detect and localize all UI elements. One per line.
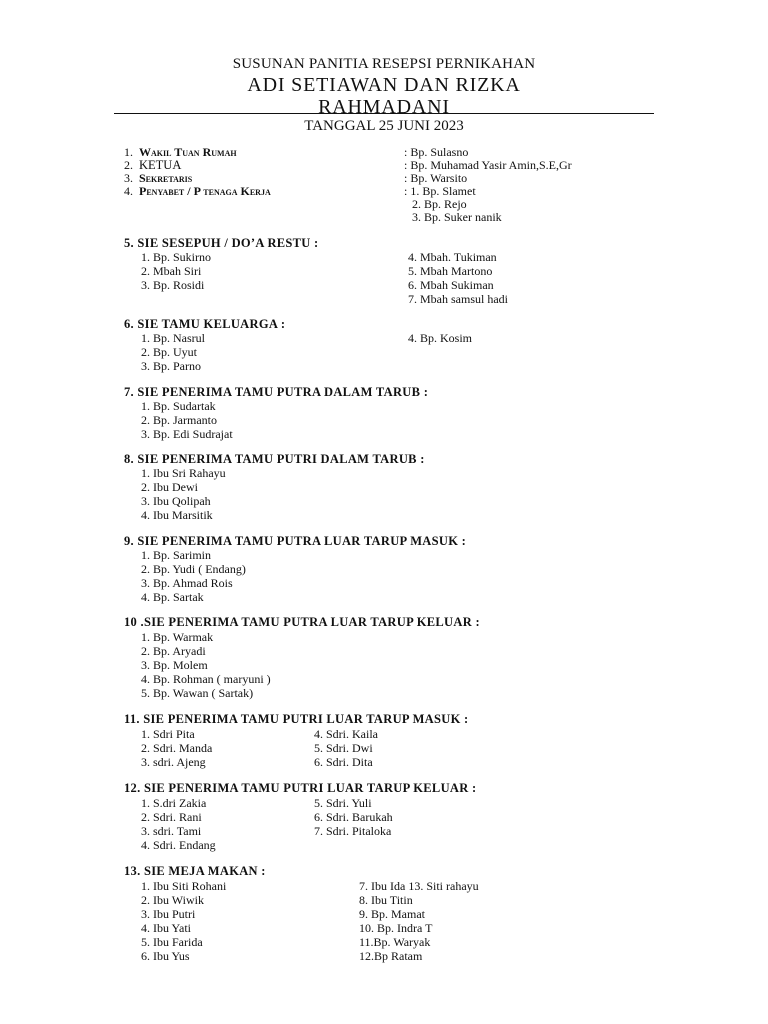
officer-value: : 1. Bp. Slamet xyxy=(404,184,476,198)
list-item: 3. Bp. Parno xyxy=(141,359,201,373)
officer-value: : Bp. Sulasno xyxy=(404,145,469,159)
list-item: 8. Ibu Titin xyxy=(359,893,413,907)
list-item: 3. Bp. Rosidi xyxy=(141,278,205,292)
list-item: 2. Sdri. Manda xyxy=(141,741,213,755)
list-item: 12.Bp Ratam xyxy=(359,949,423,963)
officer-num: 4. xyxy=(124,184,133,198)
title-divider xyxy=(114,113,654,114)
officer-value: : Bp. Warsito xyxy=(404,171,468,185)
section-title: 5. SIE SESEPUH / DO’A RESTU : xyxy=(124,236,319,250)
list-item: 2. Bp. Aryadi xyxy=(141,644,206,658)
list-item: 1. Ibu Sri Rahayu xyxy=(141,466,226,480)
event-date: TANGGAL 25 JUNI 2023 xyxy=(304,118,464,134)
list-item: 7. Sdri. Pitaloka xyxy=(314,824,392,838)
list-item: 1. Bp. Nasrul xyxy=(141,331,205,345)
list-item: 9. Bp. Mamat xyxy=(359,907,425,921)
list-item: 2. Mbah Siri xyxy=(141,264,202,278)
officer-value: : Bp. Muhamad Yasir Amin,S.E,Gr xyxy=(404,158,572,172)
list-item: 4. Sdri. Kaila xyxy=(314,727,378,741)
list-item: 2. Sdri. Rani xyxy=(141,810,202,824)
list-item: 1. Bp. Sudartak xyxy=(141,399,216,413)
list-item: 1. Ibu Siti Rohani xyxy=(141,879,227,893)
list-item: 3. Bp. Edi Sudrajat xyxy=(141,427,233,441)
list-item: 2. Bp. Yudi ( Endang) xyxy=(141,562,246,576)
list-item: 3. sdri. Tami xyxy=(141,824,202,838)
officer-role: Sekretaris xyxy=(139,171,193,185)
document-subtitle: SUSUNAN PANITIA RESEPSI PERNIKAHAN xyxy=(232,56,536,72)
list-item: 11.Bp. Waryak xyxy=(359,935,431,949)
list-item: 1. Bp. Warmak xyxy=(141,630,214,644)
couple-names-cont: RAHMADANI xyxy=(318,96,450,118)
section-title: 8. SIE PENERIMA TAMU PUTRI DALAM TARUB : xyxy=(124,452,425,466)
list-item: 2. Bp. Uyut xyxy=(141,345,198,359)
list-item: 1. Bp. Sukirno xyxy=(141,250,212,264)
section-title: 6. SIE TAMU KELUARGA : xyxy=(124,317,286,331)
section-title: 11. SIE PENERIMA TAMU PUTRI LUAR TARUP MASUK : xyxy=(124,712,469,726)
list-item: 1. Bp. Sarimin xyxy=(141,548,212,562)
list-item: 3. Bp. Ahmad Rois xyxy=(141,576,233,590)
list-item: 6. Sdri. Barukah xyxy=(314,810,393,824)
list-item: 4. Sdri. Endang xyxy=(141,838,216,852)
officer-role: KETUA xyxy=(139,158,182,172)
list-item: 5. Sdri. Yuli xyxy=(314,796,372,810)
section-title: 7. SIE PENERIMA TAMU PUTRA DALAM TARUB : xyxy=(124,385,429,399)
list-item: 3. Ibu Putri xyxy=(141,907,196,921)
list-item: 5. Ibu Farida xyxy=(141,935,203,949)
list-item: 7. Ibu Ida 13. Siti rahayu xyxy=(359,879,479,893)
couple-names: ADI SETIAWAN DAN RIZKA xyxy=(247,74,521,96)
list-item: 2. Bp. Jarmanto xyxy=(141,413,217,427)
list-item: 2. Ibu Wiwik xyxy=(141,893,204,907)
list-item: 4. Ibu Marsitik xyxy=(141,508,213,522)
list-item: 1. Sdri Pita xyxy=(141,727,195,741)
list-item: 3. Bp. Molem xyxy=(141,658,208,672)
list-item: 5. Mbah Martono xyxy=(408,264,493,278)
officer-role: Wakil Tuan Rumah xyxy=(139,145,237,159)
section-title: 12. SIE PENERIMA TAMU PUTRI LUAR TARUP KELUAR : xyxy=(124,781,477,795)
list-item: 6. Mbah Sukiman xyxy=(408,278,494,292)
list-item: 4. Ibu Yati xyxy=(141,921,192,935)
officer-num: 1. xyxy=(124,145,133,159)
list-item: 6. Sdri. Dita xyxy=(314,755,373,769)
list-item: 5. Sdri. Dwi xyxy=(314,741,373,755)
officer-num: 3. xyxy=(124,171,133,185)
list-item: 7. Mbah samsul hadi xyxy=(408,292,508,306)
list-item: 5. Bp. Wawan ( Sartak) xyxy=(141,686,254,700)
list-item: 4. Bp. Sartak xyxy=(141,590,204,604)
list-item: 6. Ibu Yus xyxy=(141,949,190,963)
list-item: 2. Ibu Dewi xyxy=(141,480,198,494)
list-item: 4. Bp. Rohman ( maryuni ) xyxy=(141,672,271,686)
officer-extra-item: 3. Bp. Suker nanik xyxy=(412,210,502,224)
list-item: 1. S.dri Zakia xyxy=(141,796,207,810)
officer-extra-item: 2. Bp. Rejo xyxy=(412,197,467,211)
section-title: 13. SIE MEJA MAKAN : xyxy=(124,864,266,878)
section-title: 9. SIE PENERIMA TAMU PUTRA LUAR TARUP MASUK : xyxy=(124,534,467,548)
list-item: 4. Bp. Kosim xyxy=(408,331,473,345)
list-item: 3. sdri. Ajeng xyxy=(141,755,206,769)
list-item: 3. Ibu Qolipah xyxy=(141,494,211,508)
section-title: 10 .SIE PENERIMA TAMU PUTRA LUAR TARUP KELUAR : xyxy=(124,615,480,629)
list-item: 4. Mbah. Tukiman xyxy=(408,250,497,264)
list-item: 10. Bp. Indra T xyxy=(359,921,433,935)
officer-role: Penyabet / P tenaga Kerja xyxy=(139,184,271,198)
officer-num: 2. xyxy=(124,158,133,172)
